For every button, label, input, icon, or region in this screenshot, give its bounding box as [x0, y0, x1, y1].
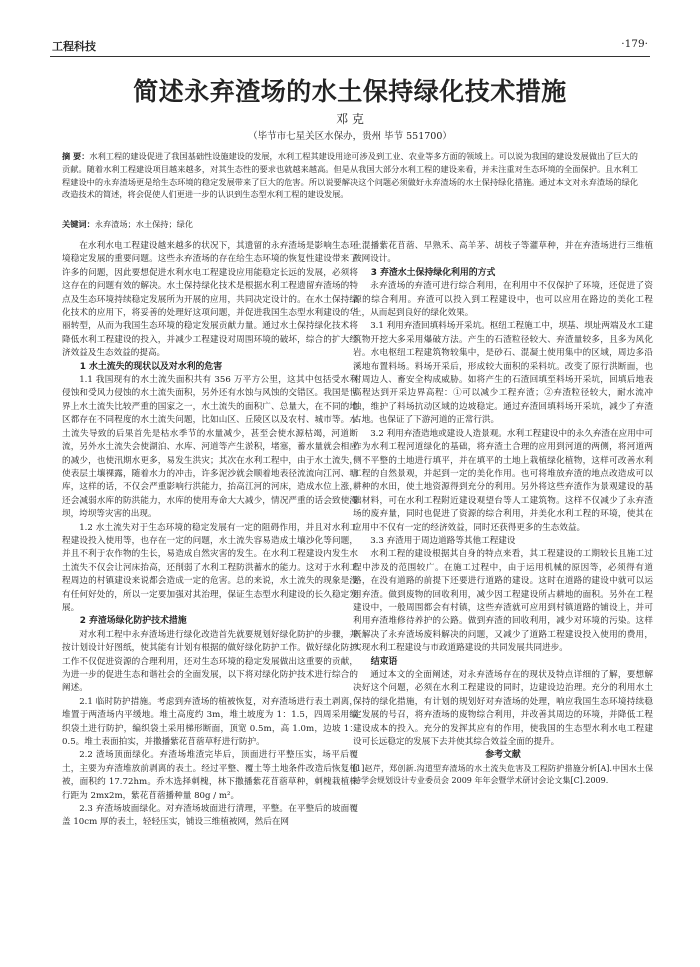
abstract-label: 摘 要：: [62, 151, 90, 161]
journal-name: 工程科技: [52, 40, 96, 53]
article-affiliation: （毕节市七星关区水保办，贵州 毕节 551700）: [248, 131, 452, 142]
keywords-label: 关键词：: [62, 219, 95, 229]
continued-paragraph: 上混播紫花苜蓿、早熟禾、高羊茅、胡枝子等灌草种，并在弃渣场进行三维植被网设计。: [353, 241, 653, 265]
section-3-3-paragraph: 水利工程的建设根据其自身的特点来看，其工程建设的工期较长且施工过程中涉及的范围较广。在施工过程中，由于运用机械的原因等，必须得有道路，在没有道路的前提下还要进行道路的建设。这时在道路的建设中就可以运用弃渣。做到废物的回收利用，减少因工程建设所占耕地的面积。另外在工程建设中，一般周围都会有村镇，这些弃渣就可应用到村镇道路的铺设上，并可利用弃渣堆修待养护的公路。做到弃渣的回收利用，减少对环境的污染。这样既解决了永弃渣场废料解决的问题，又减少了道路工程建设投入使用的费用，实现水利工程建设与市政道路建设的共同发展共同进步。: [353, 549, 653, 654]
section-3-1-paragraph: 3.1 利用弃渣回填料场开采坑。枢纽工程施工中，坝基、坝址两端及水工建筑物开挖大多采用爆破方法。产生的石渣粒径较大、弃渣量较多，且多为风化岩。水电枢纽工程建筑物较集中，是砂石、混凝土使用集中的区域，周边多沿溪地布置料场。料场开采后，形成较大面积的采料坑。改变了原行洪断面，也对周边人、畜安全构成威胁。如将产生的石渣回填至料场开采坑，回填后地表高程达到开采边界高程：①可以减少工程弃渣；②弃渣粒径较大，耐水流冲蚀，维护了料场抗动区域的边坡稳定。通过弃渣回填料场开采坑，减少了弃渣占地。也保证了下游河道的正常行洪。: [353, 321, 653, 426]
section-1-2-paragraph: 1.2 水土流失对于生态环境的稳定发展有一定的阻碍作用，并且对水利工程建设投入使用等，也存在一定的问题，水土流失容易造成土壤沙化等问题，并且不利于农作物的生长，易造成自然灾害的发生。在水利工程建设内发生水土流失不仅会让河床抬高，还削弱了水利工程防洪蓄水的能力。这对于水利工程周边的村镇建设来说都会造成一定的危害。总的来说，水土流失的现象是没有任何好处的，所以一定要加强对其治理，保证生态型水利建设的长久稳定发展。: [62, 522, 358, 613]
section-1-1-paragraph: 1.1 我国现有的水土流失面积共有 356 万平方公里，这其中包括受水利侵蚀和受风力侵蚀的水土流失面积，另外还有水蚀与风蚀的交错区。我国是世界上水土流失比较严重的国家之一，水土流失的面积广、总量大，在不同的地区都存在不同程度的水土流失问题，比如山区、丘陵区以及农村、城市等。水土流失导致的后果首先是枯水季节的水量减少，甚至会使水源枯竭，河道断流，另外水土流失会使湖泊、水库、河道等产生淤积，堵塞，蓄水量就会相应的减少，也使汛期水更多，易发生洪灾；其次在水利工程中，由于水土流失，使表层土壤裸露，随着水力的冲击，许多泥沙就会顺着地表径流流向江河、塘库，这样的话，不仅会严重影响行洪能力，抬高江河的河床，造成水位上涨，还会减弱水库的防洪能力，水库的使用寿命大大减少，情况严重的话会致使漫坝，垮坝等灾害的出现。: [62, 375, 358, 520]
left-column: [62, 240, 358, 830]
section-3-2-paragraph: 3.2 利用弃渣造地或建设人造景观。水利工程建设中的永久弃渣在应用中可作为水利工程河道绿化的基础，将弃渣土合理的应用到河道的两侧，将河道两侧不平整的土地进行填平，并在填平的土地上栽植绿化植物，这样可改善水利工程的自然景观，并起到一定的美化作用。也可将堆放弃渣的地点改造成可以耕种的水田，使土地资源得到充分的利用。另外将这些弃渣作为景观建设的基础材料，可在水利工程附近建设观望台等人工建筑物。这样不仅减少了永弃渣场的废弃量，同时也促进了资源的综合利用，并美化水利工程的环境，使其在应用中不仅有一定的经济效益，同时还获得更多的生态效益。: [353, 428, 653, 533]
section-2-3-paragraph: 2.3 弃渣场坡面绿化。对弃渣场坡面进行清理，平整。在平整后的坡面覆盖 10cm 厚的表土，轻轻压实，铺设三维植被网，然后在网: [62, 804, 358, 828]
reference-1: [1]赵芹，郑创新.沟道型弃渣场的水土流失危害及工程防护措施分析[A].中国水土保持学会规划设计专业委员会 2009 年年会暨学术研讨会论文集[C].2009.: [353, 763, 653, 786]
section-2-1-paragraph: 2.1 临时防护措施。考虑到弃渣场的植被恢复，对弃渣场进行表土剥离，堆置于两渣场内平缓地。堆土高度约 3m，堆土坡度为 1：1.5，四周采用编织袋土进行防护，编织袋土采用梯形断面，顶宽 0.5m，高 1.0m，边坡 1：0.5。堆土表面拍实，并撒播紫花苜蓿草籽进行防护。: [62, 696, 358, 748]
section-3-intro-paragraph: 永弃渣场的弃渣可进行综合利用，在利用中不仅保护了环境，还促进了资源的综合利用。弃渣可以投入到工程建设中，也可以应用在路边的美化工程上，从而起到良好的绿化效果。: [353, 281, 653, 319]
keywords: [62, 219, 193, 230]
section-3-heading: 3 弃渣水土保持绿化利用的方式: [370, 267, 496, 278]
keywords-text: 永弃渣场；水土保持；绿化: [94, 219, 194, 229]
header-rule: [50, 56, 650, 57]
conclusion-paragraph: 通过本文的全面阐述，对永弃渣场存在的现状及特点详细的了解，要想解决好这个问题，必须在水利工程建设的同时，边建设边治理。充分的利用水土保持的绿化措施，有计划的规划好对弃渣场的处理，响应我国生态环境持续稳定发展的号召，将弃渣场的废物综合利用，并改善其周边的环境，并降低工程建设成本的投入。充分的发挥其应有的作用，使我国的生态型水利水电工程建设可长远稳定的发展下去并使其综合效益全面的提升。: [353, 670, 653, 748]
right-column: [353, 240, 653, 788]
section-2-2-paragraph: 2.2 渣场顶面绿化。弃渣场堆渣完毕后，顶面进行平整压实，场平后覆土，主要为弃渣堆放前剥离的表土。经过平整、覆土等土地条件改造后恢复植被，面积约 17.72hm。乔木选择刺槐，林下撒播紫花苜蓿草种，刺槐栽植株行距为 2mx2m，紫花苜蓿播种量 80g / m²。: [62, 750, 358, 801]
section-3-3-heading: 3.3 弃渣用于周边道路等其他工程建设: [370, 535, 516, 546]
article-author: 邓 克: [336, 112, 364, 126]
abstract: [62, 150, 638, 201]
page-number: ·179·: [621, 38, 648, 50]
section-1-heading: 1 水土流失的现状以及对水利的危害: [79, 361, 223, 372]
section-2-intro-paragraph: 对水利工程中永弃渣场进行绿化改造首先就要规划好绿化防护的步骤，并按计划设计好图纸，使其能有计划有根据的做好绿化防护工作。做好绿化防护工作不仅促进资源的合理利用，还对生态环境的稳定发展做出这重要的贡献，为进一步的促进生态和谐社会的全面发展，以下将对绿化防护技术进行综合的阐述。: [62, 629, 358, 694]
conclusion-heading: 结束语: [370, 656, 398, 667]
article-title: 简述永弃渣场的水土保持绿化技术措施: [133, 77, 567, 106]
section-2-heading: 2 弃渣场绿化防护技术措施: [79, 616, 187, 627]
intro-paragraph: 在水利水电工程建设越来越多的状况下，其遗留的永弃渣场是影响生态环境稳定发展的重要问题。这些永弃渣场的存在给生态环境的恢复性建设带来了许多的问题，因此要想促进水利水电工程建设应用能稳定长远的发展，必须将这存在的问题有效的解决。水土保持绿化技术是根据水利工程遗留弃渣场的特点及生态环境持续稳定发展所为开展的应用，共同决定设计的。在水土保持绿化技术的应用下，将妥善的处理好这项问题，并促进我国生态型水利建设的华丽转型，从而为我国生态环境的稳定发展贡献力量。通过水土保持绿化技术将降低水利工程建设的投入，并减少工程建设对周围环境的破坏，综合的扩大经济效益及生态效益的提高。: [62, 241, 358, 359]
references-heading: 参考文献: [485, 750, 521, 761]
abstract-text: 水利工程的建设促进了我国基础性设施建设的发展，水利工程其建设用途可涉及到工业、农业等多方面的领域上。可以说为我国的建设发展做出了巨大的贡献。随着水利工程建设项目越来越多，对其生态性的要求也就越来越高。但是从我国大部分水利工程的建设来看，并未注重对生态环境的全面保护。且水利工程建设中的永弃渣场更是给生态环境的稳定发展带来了巨大的危害。所以说要解决这个问题必须做好永弃渣场的水土保持绿化措施。通过本文对永弃渣场的绿化改造技术的简述，将会促使人们更进一步的认识到生态型水利工程的建设发展。: [62, 151, 638, 200]
